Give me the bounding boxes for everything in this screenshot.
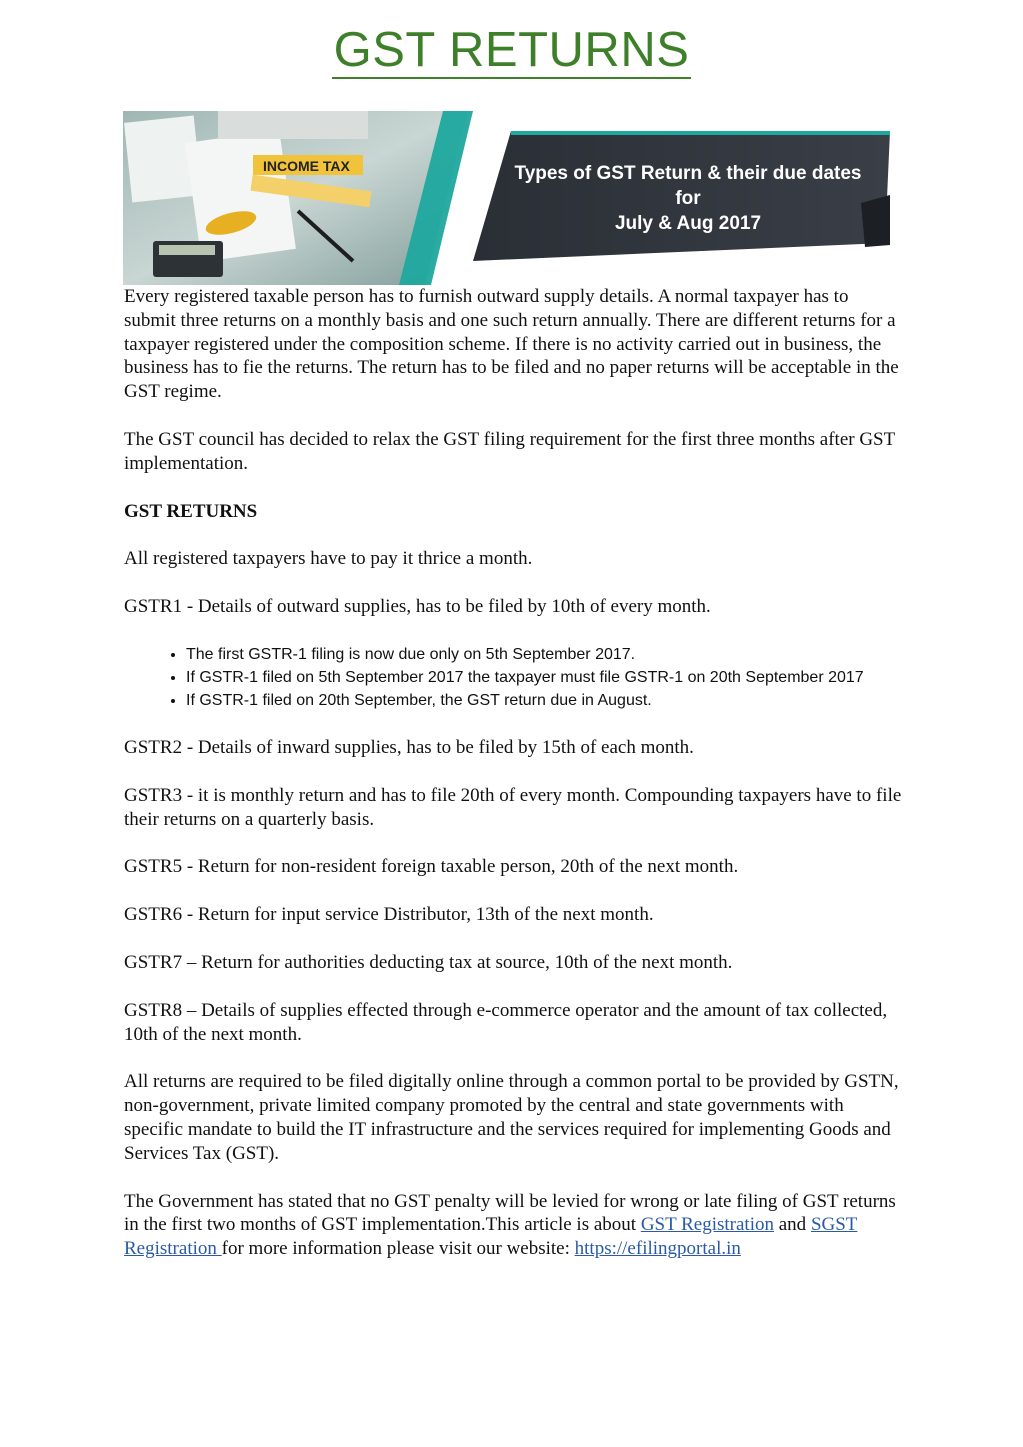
section-heading: GST RETURNS [124, 500, 258, 522]
panel-fold [861, 195, 890, 247]
sgst-registration-link[interactable]: SGST Registration [124, 1214, 858, 1260]
banner-headline-line-3: July & Aug 2017 [614, 213, 762, 234]
final-and-text: and [774, 1214, 811, 1236]
article-body [124, 285, 904, 1285]
banner-graphic [123, 111, 890, 285]
final-paragraph [124, 1190, 904, 1261]
council-paragraph: The GST council has decided to relax the GST filing requirement for the first three months after GST implementation. [124, 428, 895, 474]
gstr3-paragraph: GSTR3 - it is monthly return and has to file 20th of every month. Compounding taxpayers have to file their returns on a quarterly basis. [124, 784, 902, 830]
banner-image [123, 111, 890, 285]
list-item: • If GSTR-1 filed on 20th September, the GST return due in August. [186, 689, 904, 712]
intro-paragraph: Every registered taxable person has to furnish outward supply details. A normal taxpayer has to submit three returns on a monthly basis and one such return annually. There are different returns for a taxpayer registered under the composition scheme. If there is no activity carried out in business, the business has to fie the returns. The return has to be filed and no paper returns will be acceptable in the GST regime. [124, 286, 899, 403]
banner-headline-line-2: for [675, 188, 701, 209]
income-tax-label: INCOME TAX [263, 158, 350, 174]
gstr8-paragraph: GSTR8 – Details of supplies effected through e-commerce operator and the amount of tax collected, 10th of the next month. [124, 999, 888, 1045]
list-item: • The first GSTR-1 filing is now due only on 5th September 2017. [186, 643, 904, 666]
list-item: • If GSTR-1 filed on 5th September 2017 the taxpayer must file GSTR-1 on 20th September 2017 [186, 666, 904, 689]
calculator-screen [159, 245, 215, 255]
panel-top-border [511, 131, 890, 135]
final-suffix-text: for more information please visit our website: [221, 1238, 575, 1260]
gstr5-paragraph: GSTR5 - Return for non-resident foreign taxable person, 20th of the next month. [124, 856, 739, 878]
keyboard [218, 111, 368, 139]
gstr2-paragraph: GSTR2 - Details of inward supplies, has to be filed by 15th of each month. [124, 736, 694, 758]
final-text: The Government has stated that no GST penalty will be levied for wrong or late filing of GST returns in the first two months of GST implementation.This article is about [124, 1190, 896, 1236]
portal-paragraph: All returns are required to be filed digitally online through a common portal to be provided by GSTN, non-government, private limited company promoted by the central and state governments with specific mandate to build the IT infrastructure and the services required for implementing Goods and Services Tax (GST). [124, 1071, 899, 1164]
gstr1-paragraph: GSTR1 - Details of outward supplies, has to be filed by 10th of every month. [124, 596, 711, 618]
gstr1-bullet-list [124, 643, 904, 712]
gst-registration-link[interactable]: GST Registration [640, 1214, 774, 1236]
gstr6-paragraph: GSTR6 - Return for input service Distributor, 13th of the next month. [124, 904, 654, 926]
banner-headline-line-1: Types of GST Return & their due dates [514, 163, 862, 184]
gstr7-paragraph: GSTR7 – Return for authorities deducting tax at source, 10th of the next month. [124, 951, 733, 973]
thrice-paragraph: All registered taxpayers have to pay it thrice a month. [124, 548, 533, 570]
website-link[interactable]: https://efilingportal.in [574, 1238, 741, 1260]
page-title: GST RETURNS [333, 23, 690, 77]
